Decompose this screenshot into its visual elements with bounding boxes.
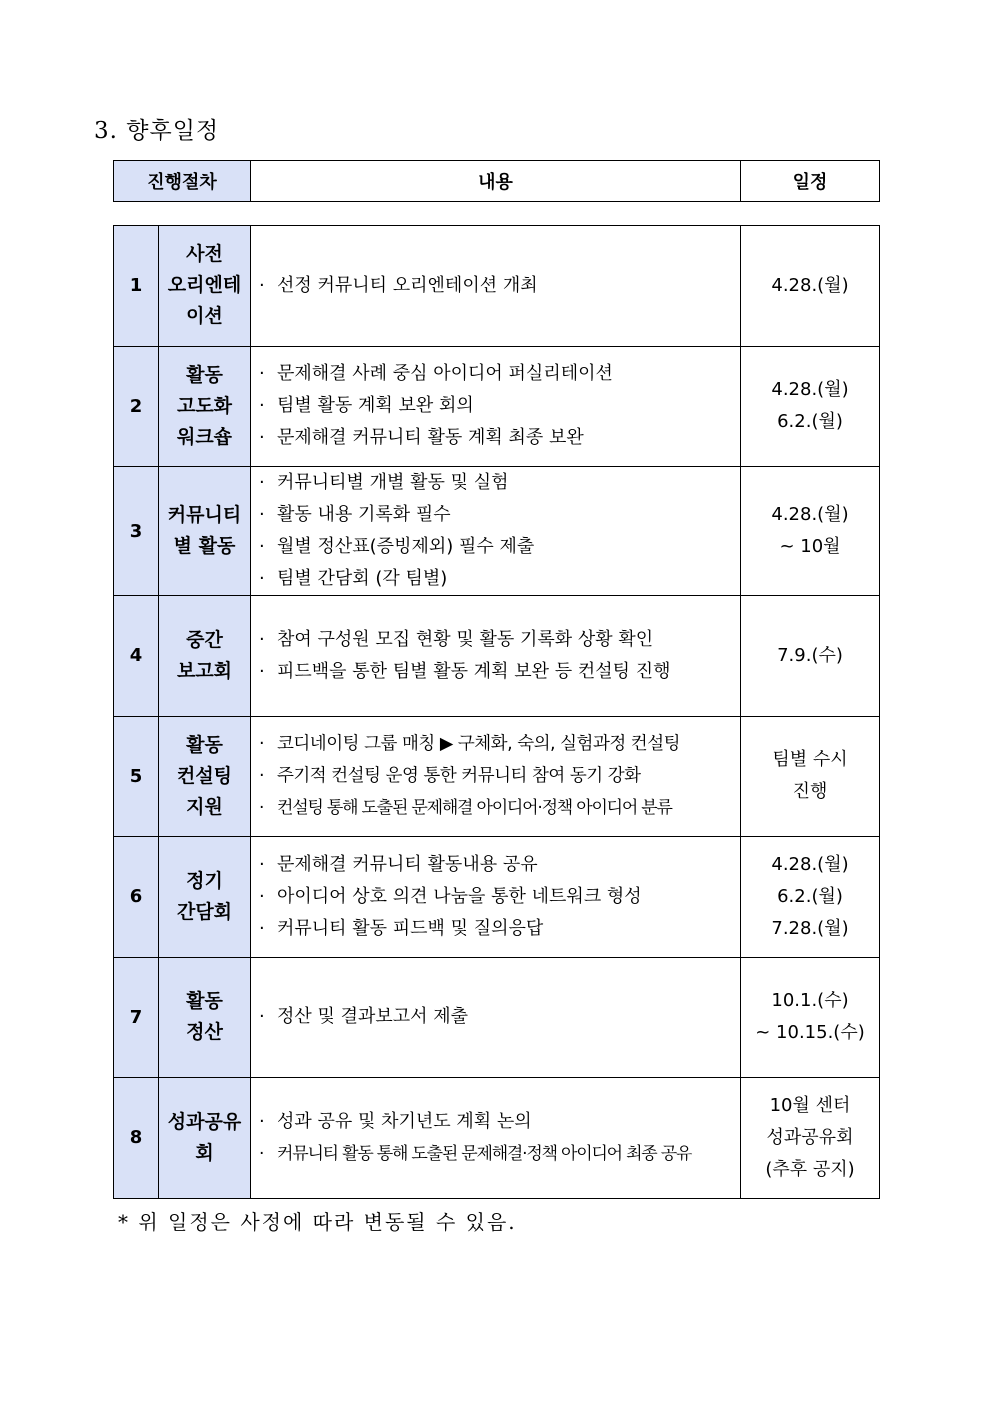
step-name xyxy=(159,226,251,347)
step-name-line: 워크숍 xyxy=(176,425,233,448)
content-item xyxy=(259,792,740,824)
step-name-line: 별 활동 xyxy=(173,535,236,557)
schedule-line: 4.28.(월) xyxy=(771,853,849,875)
content-text: 피드백을 통한 팀별 활동 계획 보완 등 컨설팅 진행 xyxy=(277,660,671,682)
schedule-row xyxy=(114,716,880,837)
step-number: 3 xyxy=(114,467,159,596)
content-text: 월별 정산표(증빙제외) 필수 제출 xyxy=(277,536,535,557)
bullet-dot: · xyxy=(259,274,265,296)
step-content xyxy=(251,226,741,347)
step-number: 8 xyxy=(114,1078,159,1199)
content-text: 컨설팅 통해 도출된 문제해결 아이디어·정책 아이디어 분류 xyxy=(277,798,672,819)
bullet-dot: · xyxy=(259,734,265,755)
content-text: 커뮤니티 활동 통해 도출된 문제해결·정책 아이디어 최종 공유 xyxy=(277,1143,692,1164)
content-item xyxy=(259,531,740,563)
content-list xyxy=(259,270,740,302)
header-content: 내용 xyxy=(251,161,741,202)
content-item xyxy=(259,358,740,390)
schedule-line: 7.9.(수) xyxy=(777,644,843,666)
content-text: 정산 및 결과보고서 제출 xyxy=(277,1006,469,1028)
section-title: 3. 향후일정 xyxy=(94,118,220,144)
step-name xyxy=(159,837,251,958)
content-item xyxy=(259,390,740,422)
schedule-line: (추후 공지) xyxy=(765,1158,855,1180)
content-list xyxy=(259,1001,740,1033)
content-text: 커뮤니티별 개별 활동 및 실험 xyxy=(277,472,509,493)
step-name-line: 정산 xyxy=(186,1021,223,1044)
schedule-row xyxy=(114,1078,880,1199)
content-text: 팀별 간담회 (각 팀별) xyxy=(277,568,448,589)
schedule-line: 7.28.(월) xyxy=(771,917,849,939)
bullet-dot: · xyxy=(259,427,265,449)
content-item xyxy=(259,624,740,656)
step-name xyxy=(159,957,251,1078)
content-item xyxy=(259,1001,740,1033)
step-name xyxy=(159,1078,251,1199)
content-text: 코디네이팅 그룹 매칭 ▶ 구체화, 숙의, 실험과정 컨설팅 xyxy=(277,734,681,755)
step-name-line: 컨설팅 xyxy=(176,764,233,787)
schedule-row xyxy=(114,467,880,596)
schedule-line: 10월 센터 xyxy=(769,1094,851,1116)
bullet-dot: · xyxy=(259,472,265,493)
bullet-dot: · xyxy=(259,766,265,787)
step-name-line: 고도화 xyxy=(176,394,233,417)
bullet-dot: · xyxy=(259,395,265,417)
step-name-line: 이션 xyxy=(186,305,223,328)
step-content xyxy=(251,467,741,596)
bullet-dot: · xyxy=(259,917,265,939)
content-item xyxy=(259,467,740,499)
step-name xyxy=(159,467,251,596)
step-name-line: 활동 xyxy=(186,733,223,756)
step-schedule xyxy=(741,467,880,596)
step-number: 2 xyxy=(114,346,159,467)
schedule-row xyxy=(114,837,880,958)
content-text: 참여 구성원 모집 현황 및 활동 기록화 상황 확인 xyxy=(277,628,654,650)
content-item xyxy=(259,849,740,881)
content-text: 문제해결 사례 중심 아이디어 퍼실리테이션 xyxy=(277,363,613,385)
content-text: 커뮤니티 활동 피드백 및 질의응답 xyxy=(277,917,544,939)
content-item xyxy=(259,499,740,531)
step-name-line: 활동 xyxy=(186,363,223,386)
step-schedule xyxy=(741,837,880,958)
step-schedule xyxy=(741,226,880,347)
schedule-line: 진행 xyxy=(792,781,828,803)
step-number: 5 xyxy=(114,716,159,837)
footnote: * 위 일정은 사정에 따라 변동될 수 있음. xyxy=(118,1210,517,1234)
bullet-dot: · xyxy=(259,1006,265,1028)
bullet-dot: · xyxy=(259,885,265,907)
schedule-header-table xyxy=(113,160,880,202)
schedule-line: 4.28.(월) xyxy=(771,504,849,525)
schedule-line: 6.2.(월) xyxy=(777,885,843,907)
step-name-line: 오리엔테 xyxy=(167,274,242,297)
step-schedule xyxy=(741,716,880,837)
schedule-body xyxy=(114,226,880,1199)
bullet-dot: · xyxy=(259,536,265,557)
step-name xyxy=(159,596,251,717)
schedule-row xyxy=(114,226,880,347)
step-name-line: 성과공유 xyxy=(167,1110,242,1133)
schedule-line: ~ 10.15.(수) xyxy=(755,1022,865,1044)
step-name-line: 정기 xyxy=(186,869,223,892)
bullet-dot: · xyxy=(259,568,265,589)
bullet-dot: · xyxy=(259,1143,264,1164)
step-schedule xyxy=(741,596,880,717)
step-name-line: 중간 xyxy=(186,628,223,651)
schedule-line: ~ 10월 xyxy=(779,536,841,557)
step-schedule xyxy=(741,957,880,1078)
content-text: 선정 커뮤니티 오리엔테이션 개최 xyxy=(277,274,538,296)
step-schedule xyxy=(741,346,880,467)
schedule-row xyxy=(114,596,880,717)
step-schedule xyxy=(741,1078,880,1199)
bullet-dot: · xyxy=(259,628,265,650)
schedule-line: 성과공유회 xyxy=(766,1126,854,1148)
step-content xyxy=(251,716,741,837)
content-text: 아이디어 상호 의견 나눔을 통한 네트워크 형성 xyxy=(277,885,642,907)
step-content xyxy=(251,1078,741,1199)
content-text: 팀별 활동 계획 보완 회의 xyxy=(277,395,474,417)
step-number: 1 xyxy=(114,226,159,347)
content-item xyxy=(259,422,740,454)
step-content xyxy=(251,346,741,467)
content-list xyxy=(259,1106,740,1170)
step-content xyxy=(251,596,741,717)
step-number: 7 xyxy=(114,957,159,1078)
bullet-dot: · xyxy=(259,853,265,875)
content-text: 성과 공유 및 차기년도 계획 논의 xyxy=(277,1110,532,1132)
step-name-line: 보고회 xyxy=(176,659,233,682)
bullet-dot: · xyxy=(259,504,265,525)
content-item xyxy=(259,563,740,595)
content-list xyxy=(259,467,740,595)
content-item xyxy=(259,881,740,913)
content-item xyxy=(259,656,740,688)
step-name-line: 간담회 xyxy=(176,900,233,923)
bullet-dot: · xyxy=(259,660,265,682)
bullet-dot: · xyxy=(259,1110,265,1132)
bullet-dot: · xyxy=(259,363,265,385)
schedule-line: 4.28.(월) xyxy=(771,274,849,296)
step-name-line: 활동 xyxy=(186,990,223,1013)
step-name-line: 회 xyxy=(195,1141,214,1164)
content-text: 주기적 컨설팅 운영 통한 커뮤니티 참여 동기 강화 xyxy=(277,766,641,787)
schedule-line: 10.1.(수) xyxy=(771,990,849,1012)
content-text: 문제해결 커뮤니티 활동내용 공유 xyxy=(277,853,538,875)
content-item xyxy=(259,728,740,760)
bullet-dot: · xyxy=(259,798,264,819)
step-name-line: 사전 xyxy=(186,243,223,266)
schedule-line: 4.28.(월) xyxy=(771,379,849,401)
content-item xyxy=(259,760,740,792)
content-text: 문제해결 커뮤니티 활동 계획 최종 보완 xyxy=(277,427,584,449)
step-number: 6 xyxy=(114,837,159,958)
step-number: 4 xyxy=(114,596,159,717)
schedule-line: 팀별 수시 xyxy=(772,749,848,771)
schedule-table xyxy=(113,225,880,1199)
schedule-row xyxy=(114,957,880,1078)
step-content xyxy=(251,837,741,958)
step-name xyxy=(159,346,251,467)
step-name-line: 지원 xyxy=(186,795,223,818)
step-name xyxy=(159,716,251,837)
content-item xyxy=(259,270,740,302)
content-list xyxy=(259,849,740,945)
content-list xyxy=(259,358,740,454)
schedule-row xyxy=(114,346,880,467)
content-item xyxy=(259,1138,740,1170)
schedule-line: 6.2.(월) xyxy=(777,411,843,433)
content-text: 활동 내용 기록화 필수 xyxy=(277,504,451,525)
content-item xyxy=(259,913,740,945)
header-schedule: 일정 xyxy=(741,161,880,202)
content-item xyxy=(259,1106,740,1138)
header-row xyxy=(114,161,880,202)
content-list xyxy=(259,624,740,688)
header-step: 진행절차 xyxy=(114,161,251,202)
step-name-line: 커뮤니티 xyxy=(167,504,242,526)
content-list xyxy=(259,728,740,824)
step-content xyxy=(251,957,741,1078)
